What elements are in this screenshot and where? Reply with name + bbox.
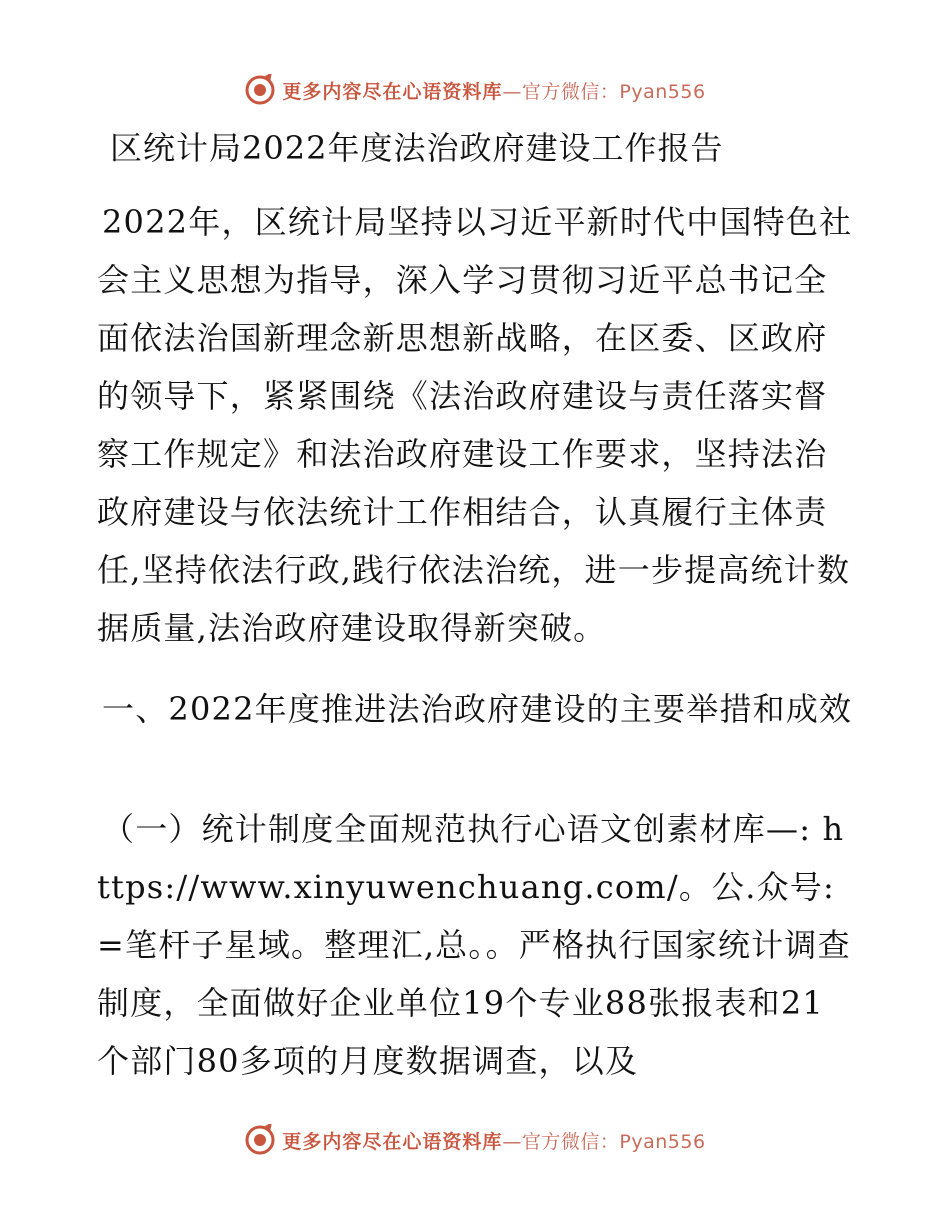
- banner-brand-text: 更多内容尽在心语资料库: [282, 80, 503, 103]
- section-heading: 一、2022年度推进法治政府建设的主要举措和成效: [102, 690, 853, 728]
- banner-contact-text: —官方微信：Pyan556: [502, 80, 706, 103]
- intro-paragraph: 2022年，区统计局坚持以习近平新时代中国特色社会主义思想为指导，深入学习贯彻习近平总书记全面依法治国新理念新思想新战略，在区委、区政府的领导下，紧紧围绕《法治政府建设与责任落实督察工作规定》和法治政府建设工作要求，坚持法治政府建设与依法统计工作相结合，认真履行主体责任,坚持依法行政,践行依法治统，进一步提高统计数据质量,法治政府建设取得新突破。: [97, 203, 853, 647]
- banner-brand-text: 更多内容尽在心语资料库: [282, 1130, 503, 1153]
- subsection-paragraph: （一）统计制度全面规范执行心语文创素材库—: https://www.xinyuwenchuang.com/。公.众号: =笔杆子星域。整理汇,总。。严格执行国家统计调查制度，全面做好企业单位19个专业88张报表和21个部门80多项的月度数据调查，以及: [97, 810, 851, 1080]
- footer-banner: [0, 1120, 950, 1160]
- header-banner: [0, 70, 950, 110]
- seal-logo-icon: [244, 74, 276, 106]
- banner-contact-text: —官方微信：Pyan556: [502, 1130, 706, 1153]
- seal-logo-icon: [244, 1124, 276, 1156]
- document-title: 区统计局2022年度法治政府建设工作报告: [110, 129, 724, 167]
